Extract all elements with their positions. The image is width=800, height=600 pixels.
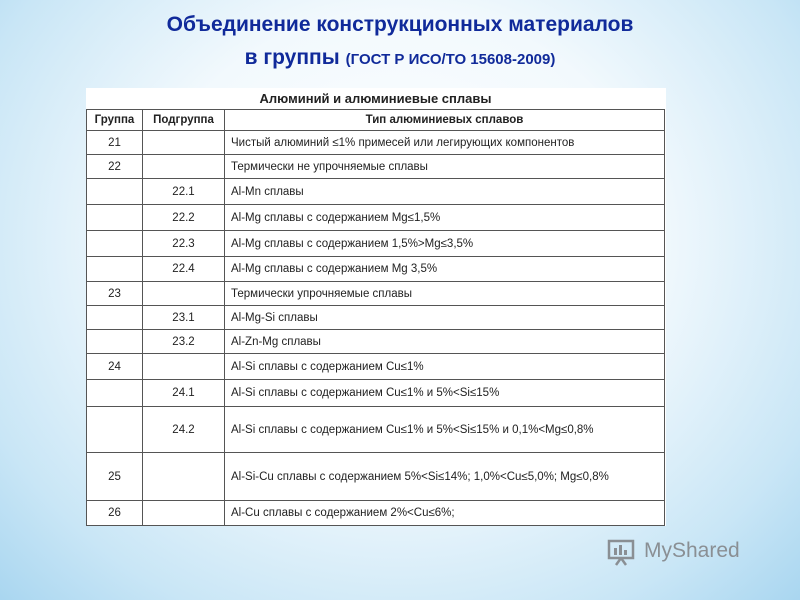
alloy-type-cell: Al-Cu сплавы с содержанием 2%<Cu≤6%; xyxy=(225,501,665,526)
subgroup-cell: 23.2 xyxy=(143,330,225,354)
watermark xyxy=(606,536,740,566)
table-row xyxy=(87,282,665,306)
group-cell: 22 xyxy=(87,155,143,179)
table-row xyxy=(87,453,665,501)
alloy-type-cell: Al-Mn сплавы xyxy=(225,179,665,205)
alloy-type-cell: Al-Mg сплавы с содержанием Mg≤1,5% xyxy=(225,205,665,231)
table-body xyxy=(87,131,665,526)
table-row xyxy=(87,205,665,231)
table-row xyxy=(87,407,665,453)
group-cell: 24 xyxy=(87,354,143,380)
subgroup-cell xyxy=(143,282,225,306)
alloy-type-cell: Al-Si сплавы с содержанием Cu≤1% и 5%<Si≤15% xyxy=(225,380,665,407)
alloy-type-cell: Al-Mg-Si сплавы xyxy=(225,306,665,330)
subgroup-cell xyxy=(143,453,225,501)
myshared-logo-icon xyxy=(606,536,640,566)
alloy-type-cell: Al-Zn-Mg сплавы xyxy=(225,330,665,354)
header-group: Группа xyxy=(87,110,143,131)
alloy-type-cell: Al-Si сплавы с содержанием Cu≤1% xyxy=(225,354,665,380)
group-cell: 25 xyxy=(87,453,143,501)
group-cell xyxy=(87,380,143,407)
table-row xyxy=(87,257,665,282)
group-cell xyxy=(87,407,143,453)
alloy-groups-table xyxy=(86,88,665,526)
group-cell xyxy=(87,306,143,330)
subgroup-cell xyxy=(143,155,225,179)
subgroup-cell: 24.1 xyxy=(143,380,225,407)
alloy-type-cell: Термически упрочняемые сплавы xyxy=(225,282,665,306)
group-cell xyxy=(87,257,143,282)
subgroup-cell xyxy=(143,354,225,380)
standard-reference: (ГОСТ Р ИСО/ТО 15608-2009) xyxy=(345,51,556,68)
subgroup-cell xyxy=(143,501,225,526)
subgroup-cell: 24.2 xyxy=(143,407,225,453)
group-cell xyxy=(87,179,143,205)
header-alloy-type: Тип алюминиевых сплавов xyxy=(225,110,665,131)
alloy-type-cell: Термически не упрочняемые сплавы xyxy=(225,155,665,179)
slide-title: Объединение конструкционных материалов xyxy=(166,13,634,36)
subgroup-cell xyxy=(143,131,225,155)
subgroup-cell: 23.1 xyxy=(143,306,225,330)
subgroup-cell: 22.2 xyxy=(143,205,225,231)
subgroup-cell: 22.3 xyxy=(143,231,225,257)
table-row xyxy=(87,501,665,526)
slide-subtitle xyxy=(0,46,800,70)
table-row xyxy=(87,179,665,205)
group-cell: 23 xyxy=(87,282,143,306)
table-caption: Алюминий и алюминиевые сплавы xyxy=(87,88,665,110)
alloy-groups-table-container xyxy=(86,88,666,526)
table-row xyxy=(87,354,665,380)
table-row xyxy=(87,330,665,354)
alloy-type-cell: Al-Si-Cu сплавы с содержанием 5%<Si≤14%; 1,0%<Cu≤5,0%; Mg≤0,8% xyxy=(225,453,665,501)
group-cell xyxy=(87,330,143,354)
alloy-type-cell: Чистый алюминий ≤1% примесей или легирующих компонентов xyxy=(225,131,665,155)
group-cell xyxy=(87,231,143,257)
subgroup-cell: 22.4 xyxy=(143,257,225,282)
header-subgroup: Подгруппа xyxy=(143,110,225,131)
table-row xyxy=(87,155,665,179)
watermark-text: MyShared xyxy=(644,539,740,562)
alloy-type-cell: Al-Si сплавы с содержанием Cu≤1% и 5%<Si≤15% и 0,1%<Mg≤0,8% xyxy=(225,407,665,453)
table-row xyxy=(87,231,665,257)
table-row xyxy=(87,380,665,407)
table-row xyxy=(87,306,665,330)
alloy-type-cell: Al-Mg сплавы с содержанием 1,5%>Mg≤3,5% xyxy=(225,231,665,257)
group-cell: 21 xyxy=(87,131,143,155)
subgroup-cell: 22.1 xyxy=(143,179,225,205)
alloy-type-cell: Al-Mg сплавы с содержанием Mg 3,5% xyxy=(225,257,665,282)
group-cell xyxy=(87,205,143,231)
group-cell: 26 xyxy=(87,501,143,526)
slide-title-line2: в группы xyxy=(244,46,340,69)
table-header-row xyxy=(87,110,665,131)
table-row xyxy=(87,131,665,155)
